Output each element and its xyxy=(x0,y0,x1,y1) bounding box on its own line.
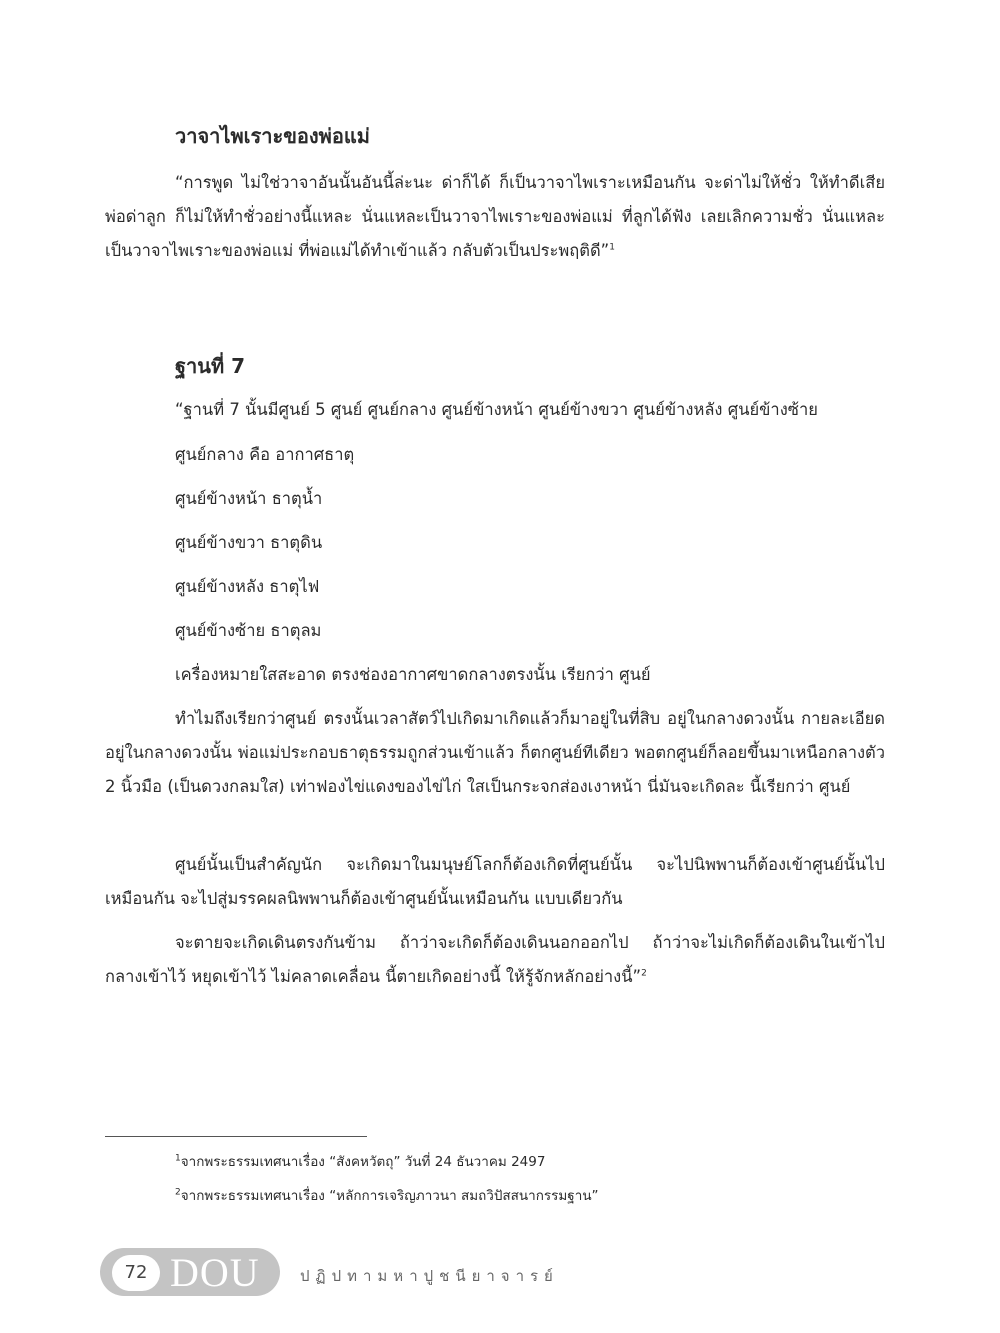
footnote-ref: 2 xyxy=(641,968,647,979)
paragraph-text: ศูนย์นั้นเป็นสำคัญนัก จะเกิดมาในมนุษย์โลกก็ต้องเกิดที่ศูนย์นั้น จะไปนิพพานก็ต้องเข้าศูนย์นั้นไปเหมือนกัน จะไปสู่มรรคผลนิพพานก็ต้องเข้าศูนย์นั้นเหมือนกัน แบบเดียวกัน xyxy=(105,855,885,908)
footnote-text: จากพระธรรมเทศนาเรื่อง “หลักการเจริญภาวนา สมถวิปัสสนากรรมฐาน” xyxy=(180,1188,599,1204)
footnote-divider xyxy=(105,1136,367,1137)
footnote-number: 1 xyxy=(175,1153,181,1164)
front-line: ศูนย์ข้างหน้า ธาตุน้ำ xyxy=(175,489,323,508)
paragraph-death-birth xyxy=(105,926,885,994)
section-heading-parents-words: วาจาไพเราะของพ่อแม่ xyxy=(175,124,370,148)
paragraph-parents-words xyxy=(105,166,885,268)
section-heading-base-7: ฐานที่ 7 xyxy=(175,354,245,378)
right-line: ศูนย์ข้างขวา ธาตุดิน xyxy=(175,533,323,552)
paragraph-text: จะตายจะเกิดเดินตรงกันข้าม ถ้าว่าจะเกิดก็ต้องเดินนอกออกไป ถ้าว่าจะไม่เกิดก็ต้องเดินในเข้าไป กลางเข้าไว้ หยุดเข้าไว้ ไม่คลาดเคลื่อน นี้ตายเกิดอย่างนี้ ให้รู้จักหลักอย่างนี้” xyxy=(105,933,885,986)
footnote-text: จากพระธรรมเทศนาเรื่อง “สังคหวัตถุ” วันที่ 24 ธันวาคม 2497 xyxy=(180,1154,546,1170)
left-line: ศูนย์ข้างซ้าย ธาตุลม xyxy=(175,621,322,640)
center-line: ศูนย์กลาง คือ อากาศธาตุ xyxy=(175,445,355,464)
page-number: 72 xyxy=(112,1255,160,1291)
base7-intro-line: “ฐานที่ 7 นั้นมีศูนย์ 5 ศูนย์ ศูนย์กลาง ศูนย์ข้างหน้า ศูนย์ข้างขวา ศูนย์ข้างหลัง ศูนย์ข้างซ้าย xyxy=(175,400,818,419)
footnote-1 xyxy=(175,1153,546,1170)
back-line: ศูนย์ข้างหลัง ธาตุไฟ xyxy=(175,577,320,596)
paragraph-text: ทำไมถึงเรียกว่าศูนย์ ตรงนั้นเวลาสัตว์ไปเกิดมาเกิดแล้วก็มาอยู่ในที่สิบ อยู่ในกลางดวงนั้น กายละเอียดอยู่ในกลางดวงนั้น พ่อแม่ประกอบธาตุธรรมถูกส่วนเข้าแล้ว ก็ตกศูนย์ทีเดียว พอตกศูนย์ก็ลอยขึ้นมาเหนือกลางตัว 2 นิ้วมือ (เป็นดวงกลมใส) เท่าฟองไข่แดงของไข่ไก่ ใสเป็นกระจกส่องเงาหน้า นี่มันจะเกิดละ นี้เรียกว่า ศูนย์ xyxy=(105,709,885,796)
dou-logo: DOU xyxy=(170,1250,260,1295)
marker-line: เครื่องหมายใสสะอาด ตรงช่องอากาศขาดกลางตรงนั้น เรียกว่า ศูนย์ xyxy=(175,665,651,684)
footnote-2 xyxy=(175,1187,599,1204)
paragraph-center-important xyxy=(105,848,885,916)
footnote-ref: 1 xyxy=(609,242,615,253)
running-title: ปฏิปทามหาปูชนียาจารย์ xyxy=(300,1267,559,1285)
paragraph-why-center xyxy=(105,702,885,804)
paragraph-text: “การพูด ไม่ใช่วาจาอันนั้นอันนี้ล่ะนะ ด่าก็ได้ ก็เป็นวาจาไพเราะเหมือนกัน จะด่าไม่ให้ชั่ว ให้ทำดีเสีย พ่อด่าลูก ก็ไม่ให้ทำชั่วอย่างนี้แหละ นั่นแหละเป็นวาจาไพเราะของพ่อแม่ ที่ลูกได้ฟัง เลยเลิกความชั่ว นั่นแหละเป็นวาจาไพเราะของพ่อแม่ ที่พ่อแม่ได้ทำเข้าแล้ว กลับตัวเป็นประพฤติดี” xyxy=(105,173,885,260)
footnote-number: 2 xyxy=(175,1187,181,1198)
